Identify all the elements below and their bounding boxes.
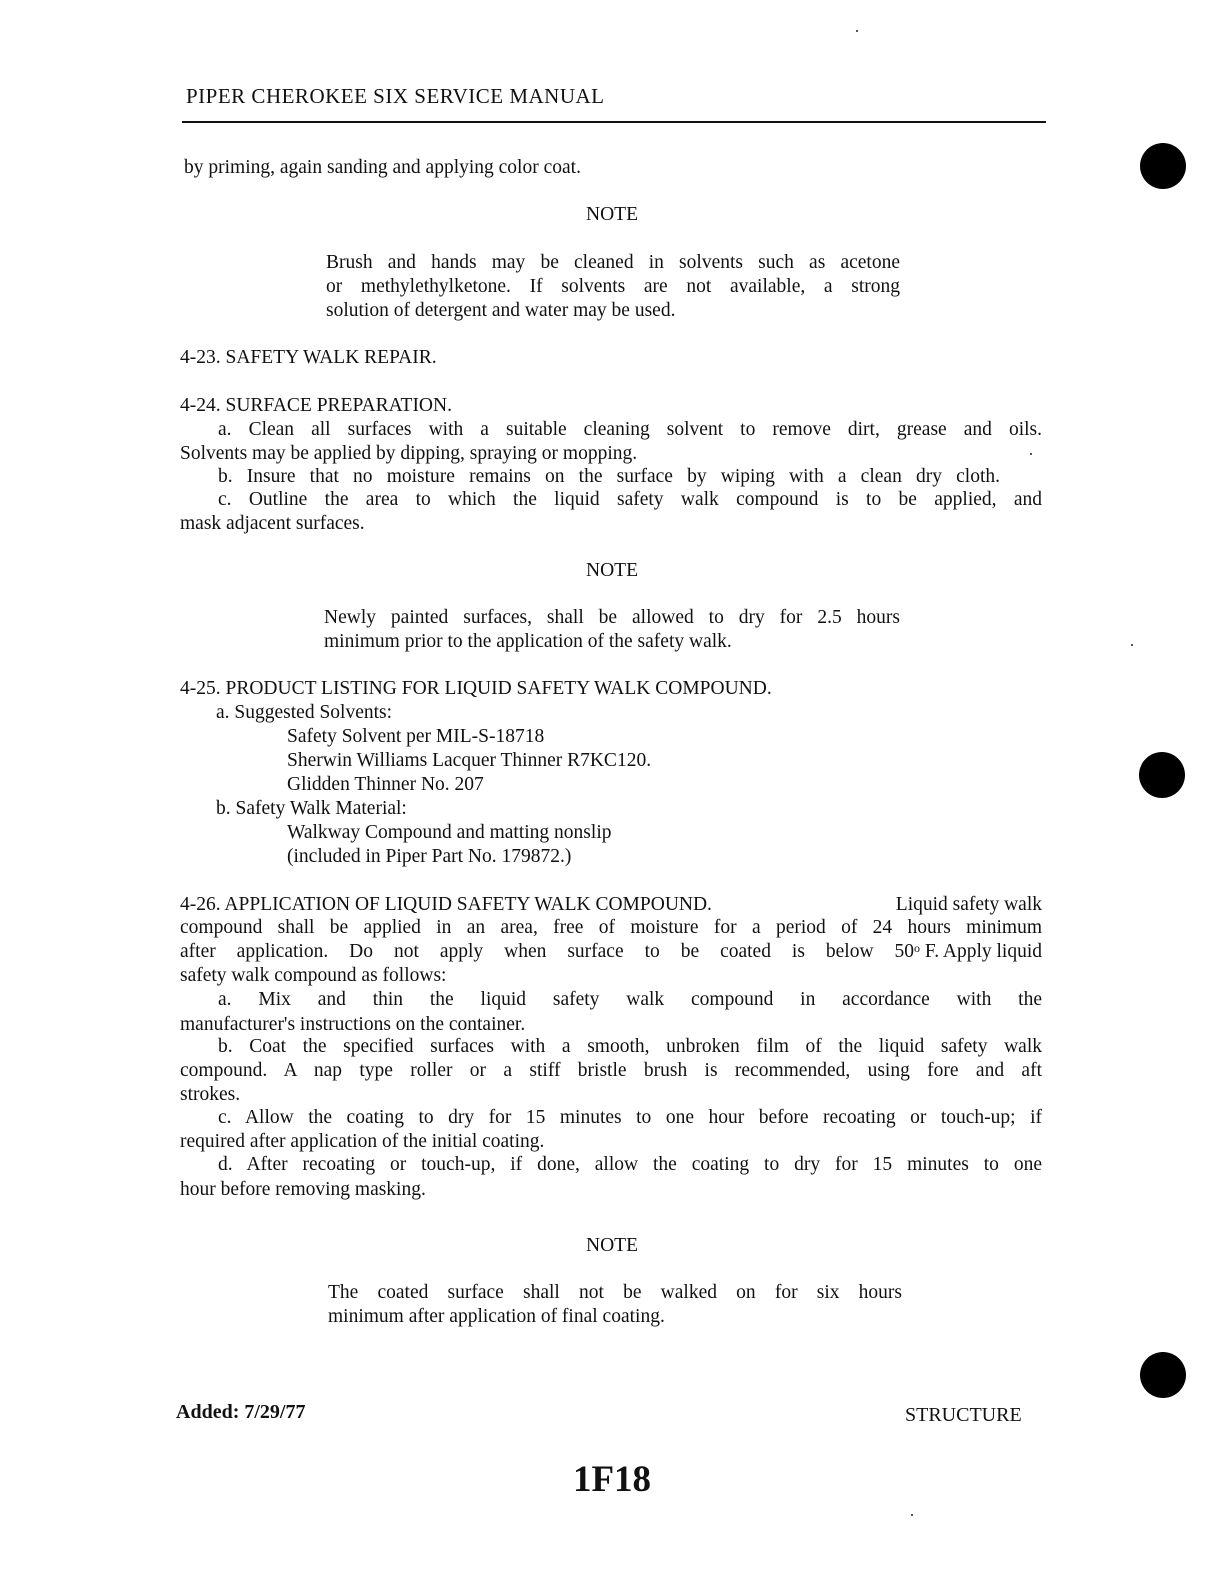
paragraph-line	[180, 940, 1042, 964]
binder-hole-middle	[1139, 752, 1185, 798]
paragraph-line: manufacturer's instructions on the container.	[180, 1014, 526, 1035]
paragraph-line: b. Insure that no moisture remains on the surface by wiping with a clean dry cloth.	[218, 466, 1000, 487]
note-line: Newly painted surfaces, shall be allowed to dry for 2.5 hours	[324, 607, 900, 628]
note-line: minimum prior to the application of the safety walk.	[324, 631, 732, 652]
paragraph-line: a. Clean all surfaces with a suitable cleaning solvent to remove dirt, grease and oils.	[218, 419, 1042, 440]
paragraph-line: hour before removing masking.	[180, 1179, 426, 1200]
scan-speck	[1131, 644, 1133, 646]
paragraph-line: required after application of the initial coating.	[180, 1131, 545, 1152]
note-label: NOTE	[586, 1235, 638, 1256]
paragraph-line: compound shall be applied in an area, free of moisture for a period of 24 hours minimum	[180, 917, 1042, 938]
paragraph-line: Solvents may be applied by dipping, spraying or mopping.	[180, 443, 638, 464]
paragraph-text: after application. Do not apply when surface to be coated is below 50	[180, 941, 915, 962]
section-heading: 4-23. SAFETY WALK REPAIR.	[180, 347, 437, 368]
paragraph-line: a. Mix and thin the liquid safety walk compound in accordance with the	[218, 989, 1042, 1010]
header-title: PIPER CHEROKEE SIX SERVICE MANUAL	[186, 84, 605, 108]
binder-hole-bottom	[1140, 1352, 1186, 1398]
scan-speck	[1030, 453, 1032, 455]
paragraph-text: Liquid safety walk	[895, 894, 1042, 915]
continuation-text: by priming, again sanding and applying color coat.	[184, 157, 581, 178]
degree-sign: o	[914, 941, 921, 955]
sub-item: Sherwin Williams Lacquer Thinner R7KC120.	[287, 750, 652, 771]
note-label: NOTE	[586, 560, 638, 581]
list-item: b. Safety Walk Material:	[216, 798, 407, 819]
paragraph-line: d. After recoating or touch-up, if done, allow the coating to dry for 15 minutes to one	[218, 1154, 1042, 1175]
note-line: The coated surface shall not be walked on for six hours	[328, 1282, 902, 1303]
section-heading: 4-24. SURFACE PREPARATION.	[180, 395, 452, 416]
list-item: a. Suggested Solvents:	[216, 702, 393, 723]
sub-item: Glidden Thinner No. 207	[287, 774, 484, 795]
paragraph-line: b. Coat the specified surfaces with a smooth, unbroken film of the liquid safety walk	[218, 1036, 1042, 1057]
note-line: minimum after application of final coating.	[328, 1306, 665, 1327]
section-heading: 4-25. PRODUCT LISTING FOR LIQUID SAFETY WALK COMPOUND.	[180, 678, 772, 699]
paragraph-line: strokes.	[180, 1084, 241, 1105]
binder-hole-top	[1140, 143, 1186, 189]
note-line: Brush and hands may be cleaned in solvents such as acetone	[326, 252, 900, 273]
section-first-line	[180, 893, 1042, 917]
note-line: or methylethylketone. If solvents are not available, a strong	[326, 276, 900, 297]
microfiche-page-code: 1F18	[572, 1459, 652, 1500]
header-rule	[182, 121, 1046, 123]
sub-item: Walkway Compound and matting nonslip	[287, 822, 612, 843]
scan-speck	[911, 1514, 913, 1516]
sub-item: (included in Piper Part No. 179872.)	[287, 846, 572, 867]
paragraph-line: compound. A nap type roller or a stiff bristle brush is recommended, using fore and aft	[180, 1060, 1042, 1081]
footer-added-date: Added: 7/29/77	[176, 1401, 306, 1423]
footer-section: STRUCTURE	[905, 1404, 1022, 1426]
note-label: NOTE	[586, 204, 638, 225]
note-line: solution of detergent and water may be used.	[326, 300, 676, 321]
paragraph-text: F. Apply liquid	[920, 941, 1042, 962]
paragraph-line: c. Allow the coating to dry for 15 minutes to one hour before recoating or touch-up; if	[218, 1107, 1042, 1128]
section-heading: 4-26. APPLICATION OF LIQUID SAFETY WALK COMPOUND.	[180, 894, 712, 915]
paragraph-line: c. Outline the area to which the liquid safety walk compound is to be applied, and	[218, 489, 1042, 510]
paragraph-line: safety walk compound as follows:	[180, 965, 447, 986]
scan-speck	[856, 30, 858, 32]
paragraph-line: mask adjacent surfaces.	[180, 513, 365, 534]
sub-item: Safety Solvent per MIL-S-18718	[287, 726, 545, 747]
